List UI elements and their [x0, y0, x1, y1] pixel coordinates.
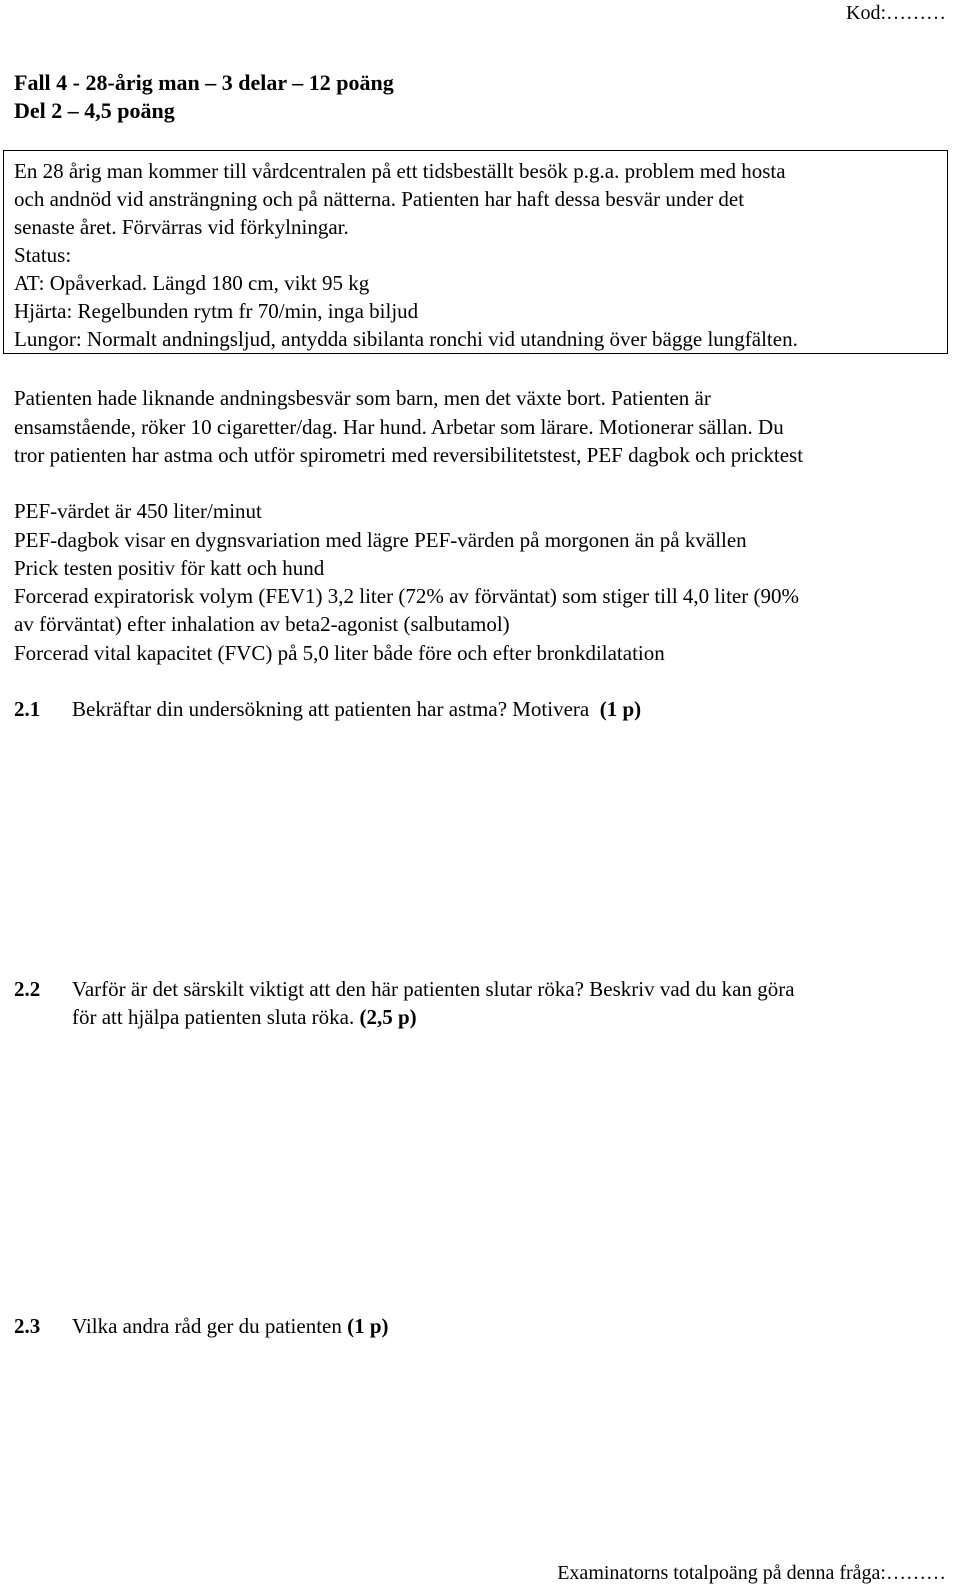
question-prompt: Bekräftar din undersökning att patienten har astma? Motivera [72, 697, 590, 721]
case-text-line: och andnöd vid ansträngning och på nätterna. Patienten har haft dessa besvär under det [14, 187, 745, 211]
examiner-score-label: Examinatorns totalpoäng på denna fråga:……… [557, 1562, 946, 1584]
status-heading: Status: [14, 243, 72, 267]
question-prompt: för att hjälpa patienten sluta röka. [72, 1005, 355, 1029]
result-pef-diary: PEF-dagbok visar en dygnsvariation med lägre PEF-värden på morgonen än på kvällen [14, 528, 747, 552]
status-at: AT: Opåverkad. Längd 180 cm, vikt 95 kg [14, 271, 370, 295]
status-lungs: Lungor: Normalt andningsljud, antydda sibilanta ronchi vid utandning över bägge lungfälten. [14, 327, 798, 351]
history-text-line: Patienten hade liknande andningsbesvär som barn, men det växte bort. Patienten är [14, 386, 711, 410]
result-fev1: Forcerad expiratorisk volym (FEV1) 3,2 liter (72% av förväntat) som stiger till 4,0 liter (90% [14, 584, 799, 608]
question-number: 2.3 [14, 1314, 41, 1338]
result-fev1-cont: av förväntat) efter inhalation av beta2-agonist (salbutamol) [14, 612, 510, 636]
code-field-label: Kod:……… [846, 2, 946, 24]
question-prompt: Vilka andra råd ger du patienten [72, 1314, 342, 1338]
question-number: 2.2 [14, 977, 41, 1001]
question-text [72, 695, 641, 723]
part-title: Del 2 – 4,5 poäng [14, 98, 175, 123]
history-text-line: tror patienten har astma och utför spirometri med reversibilitetstest, PEF dagbok och pricktest [14, 443, 804, 467]
history-text-line: ensamstående, röker 10 cigaretter/dag. Har hund. Arbetar som lärare. Motionerar sällan. Du [14, 415, 784, 439]
question-prompt: Varför är det särskilt viktigt att den här patienten slutar röka? Beskriv vad du kan göra [72, 977, 795, 1001]
case-text-line: senaste året. Förvärras vid förkylningar. [14, 215, 349, 239]
question-points: (2,5 p) [359, 1005, 417, 1029]
status-heart: Hjärta: Regelbunden rytm fr 70/min, inga biljud [14, 299, 419, 323]
question-number: 2.1 [14, 697, 41, 721]
result-pef-value: PEF-värdet är 450 liter/minut [14, 499, 262, 523]
question-points: (1 p) [599, 697, 642, 721]
result-fvc: Forcerad vital kapacitet (FVC) på 5,0 liter både före och efter bronkdilatation [14, 641, 665, 665]
case-title: Fall 4 - 28-årig man – 3 delar – 12 poäng [14, 70, 394, 95]
question-text [72, 1312, 389, 1340]
question-text [72, 1003, 417, 1031]
result-prick-test: Prick testen positiv för katt och hund [14, 556, 325, 580]
question-points: (1 p) [347, 1314, 389, 1338]
case-text-line: En 28 årig man kommer till vårdcentralen på ett tidsbeställt besök p.g.a. problem med hosta [14, 159, 786, 183]
